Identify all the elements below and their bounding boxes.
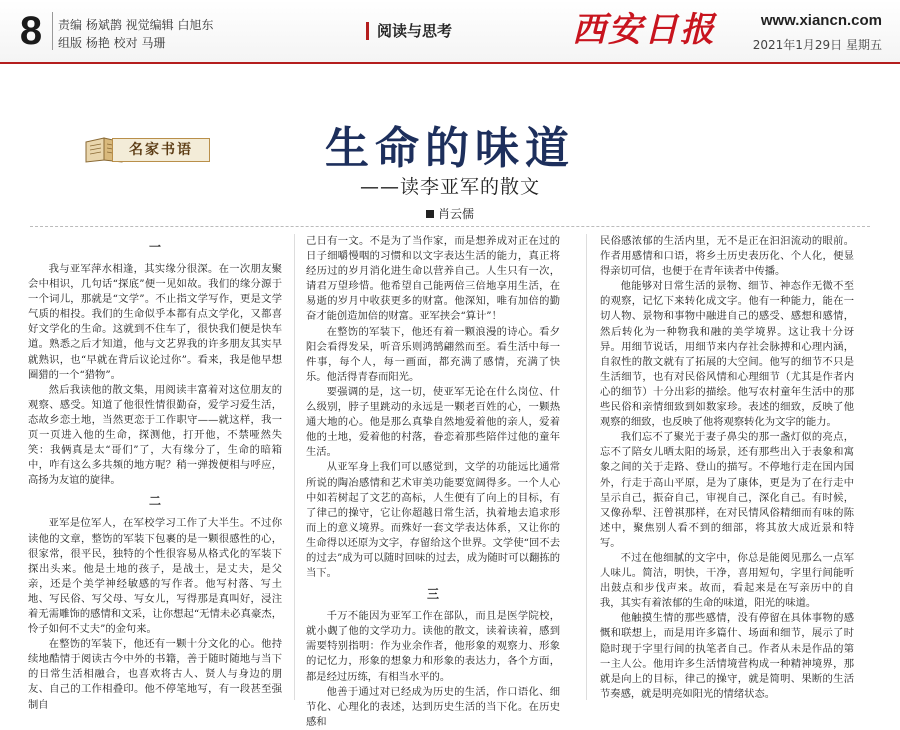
section-title: 阅读与思考 bbox=[366, 22, 452, 40]
paragraph: 在整饬的军装下，他还有一颗十分文化的心。他持续地酷情于阅读古今中外的书籍，善于随时随地与当下的日常生活相融合，也喜欢将古人、贤人与身边的朋友、自己的工作相叠印。他不停笔地写，有一段甚至强制自 bbox=[28, 638, 282, 711]
paragraph: 从亚军身上我们可以感觉到，文学的功能远比通常所说的陶冶感情和艺术审美功能要宽阔得多。一个人心中如若树起了文艺的高标，人生便有了向上的目标，有了律己的操守，它让你超越日常生活，执着地去追求形而上的意义境界。而殊好一套文学表达体系，又让你的生命得以还原为文字，存留给这个世界。文学使“回不去的过去”成为可以随时回味的过去，成为随时可以翻拣的当下。 bbox=[306, 461, 560, 580]
paragraph: 千万不能因为亚军工作在部队，而且是医学院校，就小觑了他的文学功力。读他的散文，读着读着，感到需要特别指明：作为业余作者，他形象的观察力、形象的记忆力，形象的想象力和形象的表达力，各个方面，都是经过历练，有相当水平的。 bbox=[306, 610, 560, 683]
title-divider bbox=[30, 226, 870, 227]
column-separator bbox=[586, 234, 587, 700]
paragraph: 民俗感浓郁的生活内里，无不是正在汩汩流动的眼前。作者用感情和口语，将乡土历史表历化、个人化，便显得亲切可信，也便于在青年读者中传播。 bbox=[600, 235, 854, 278]
paragraph: 不过在他细腻的文字中，你总是能阅见那么一点军人味儿。简洁，明快，干净，喜用短句，字里行间能听出鼓点和步伐声来。故而，看起来是在写亲历中的自我，其实有着浓郁的生命的味道，阳光的味道。 bbox=[600, 551, 854, 610]
staff-credits-line-1: 责编 杨斌鹊 视觉编辑 白旭东 bbox=[58, 18, 214, 32]
paragraph: 他善于通过对已经成为历史的生活，作口语化、细节化、心理化的表述，达到历史生活的当下化。在历史感和 bbox=[306, 685, 560, 728]
website-url[interactable]: www.xiancn.com bbox=[760, 12, 882, 29]
paragraph: 我们忘不了聚光于妻子鼻尖的那一盏灯似的亮点，忘不了陪女儿晒太阳的场景，还有那些出入于表象和寓象之间的关于走路、登山的描写。不停地行走在国内国外，行走于高山平原，是为了康体，更是为了在行走中呈示自己，振奋自己，审视自己，深化自己。有时候，又像孙犁、汪曾祺那样，在对民情风俗精细而有味的陈述中，聚焦别人看不到的细部，将其放大成近景和特写。 bbox=[600, 431, 854, 549]
header-divider bbox=[52, 12, 53, 50]
column-separator bbox=[294, 234, 295, 700]
byline bbox=[0, 205, 900, 222]
paragraph: 他能够对日常生活的景物、细节、神态作无微不至的观察，记忆下来转化成文字。他有一种能力，能在一切人物、景物和事物中融进自己的感受、感想和感情，然后转化为一种物我和融的美学境界。这让我十分讶异。用细节说话，用细节来内存社会脉搏和心理内涵，自叙性的散文就有了拓展的大空间。他写的细节不只是生活细节，也有对民俗风情和心理细节（尤其是作者内心的细节）十分出彩的描绘。他写农村童年生活中的那些民俗和亲情细致到如数家珍。表述的细致，反映了他观察的细致，也反映了他将观察转化为文字的能力。 bbox=[600, 280, 854, 429]
section-number-3: 三 bbox=[426, 587, 439, 602]
newspaper-header bbox=[0, 0, 900, 64]
paragraph: 亚军是位军人，在军校学习工作了大半生。不过你读他的文章，整饬的军装下包裹的是一颗很感性的心，很家常，很平民，独特的个性很容易从格式化的军装下探出头来。他是土地的孩子，是战士，是丈夫，是父亲，还是个美学神经敏感的写作者。他写村落、写土地、写民俗、写父母、写女儿，写得那是真叫好，浸注着无需雕饰的感情和文采，让你想起“无情未必真豪杰，怜子如何不丈夫”的金句来。 bbox=[28, 517, 282, 636]
staff-credits-line-2: 组版 杨艳 校对 马珊 bbox=[58, 36, 166, 50]
article-title: 生命的味道 bbox=[325, 123, 575, 174]
paragraph: 他触摸生情的那些感情，没有停留在具体事物的感慨和联想上，而是用许多篇什、场面和细节，展示了时隐时现于字里行间的执笔者自己。作者从未是作品的第一主人公。他用许多生活情境营构成一种精神境界，那就是向上的目标，律己的操守，就是简明、果断的生活节奏感，就是明亮如阳光的情绪状态。 bbox=[600, 612, 854, 700]
paragraph: 要强调的是，这一切，使亚军无论在什么岗位、什么级别，脖子里跳动的永远是一颗老百姓的心，一颗热通大地的心。他是那么真挚自然地爱着他的亲人，爱着他的土地，爱着他的村落，眷恋着那些陪伴过他的童年生活。 bbox=[306, 385, 560, 459]
issue-date: 2021年1月29日 星期五 bbox=[752, 38, 882, 52]
paragraph: 在整饬的军装下，他还有着一颗浪漫的诗心。看夕阳会看得发呆，听音乐则鸿鹄翩然而至。看生活中每一件事，每个人，每一画面，都充满了感情，充满了快乐。他活得青春而阳光。 bbox=[306, 325, 560, 383]
paragraph: 然后我读他的散文集，用阅读丰富着对这位朋友的观察、感受。知道了他很性情很勤奋，爱学习爱生活，态故乡恋土地，当然更恋于工作职守——就这样，我一页一页进入他的生命，探测他，打开他，不禁哑然失笑：我俩真是太“哥们”了，大有缘分了，生命的暗箱中，咋有这么多共频的地方呢？稍一弹拨便相与呼应，高扬为友谊的旋律。 bbox=[28, 383, 282, 487]
article-column-2 bbox=[306, 234, 560, 728]
section-number-1: 一 bbox=[148, 240, 161, 254]
byline-square-icon bbox=[426, 210, 434, 218]
paragraph: 己日有一文。不是为了当作家，而是想养成对正在过的日子细嚼慢咽的习惯和以文字表达生活的能力，真正将经历过的岁月消化进生命以营养自己。人生只有一次，请君万望珍惜。他希望自己能两倍三倍地享用生活，在易逝的岁月中收获更多的财富。他深知，唯有加倍的勤奋才能创造加倍的财富。亚军挟会“算计”！ bbox=[306, 235, 560, 323]
column-badge-label: 名家书语 bbox=[112, 138, 210, 162]
author-name: 肖云儒 bbox=[437, 207, 474, 221]
page-number: 8 bbox=[19, 9, 43, 53]
paragraph: 我与亚军萍水相逢，其实缘分很深。在一次朋友聚会中相识，几句话“探底”便一见如故。我们的缘分源于一个词儿，那就是“文学”。不止指文学写作，更是文学气质的相投。我们的生命似乎本都有点文学化，又都喜好文学化的生命。这就到不住车了，很快我们便是快车道。熟悉之后才知道，他与文艺界我的许多朋友其实早就熟识，也“早就在背后议论过你”。看来，我是他早想圈猎的一个“猎物”。 bbox=[28, 263, 282, 381]
article-column-3 bbox=[600, 234, 854, 700]
article-subtitle: ——读李亚军的散文 bbox=[359, 176, 540, 198]
newspaper-masthead-logo: 西安日报 bbox=[572, 10, 716, 50]
section-number-2: 二 bbox=[148, 494, 161, 509]
article-column-1 bbox=[28, 234, 282, 711]
